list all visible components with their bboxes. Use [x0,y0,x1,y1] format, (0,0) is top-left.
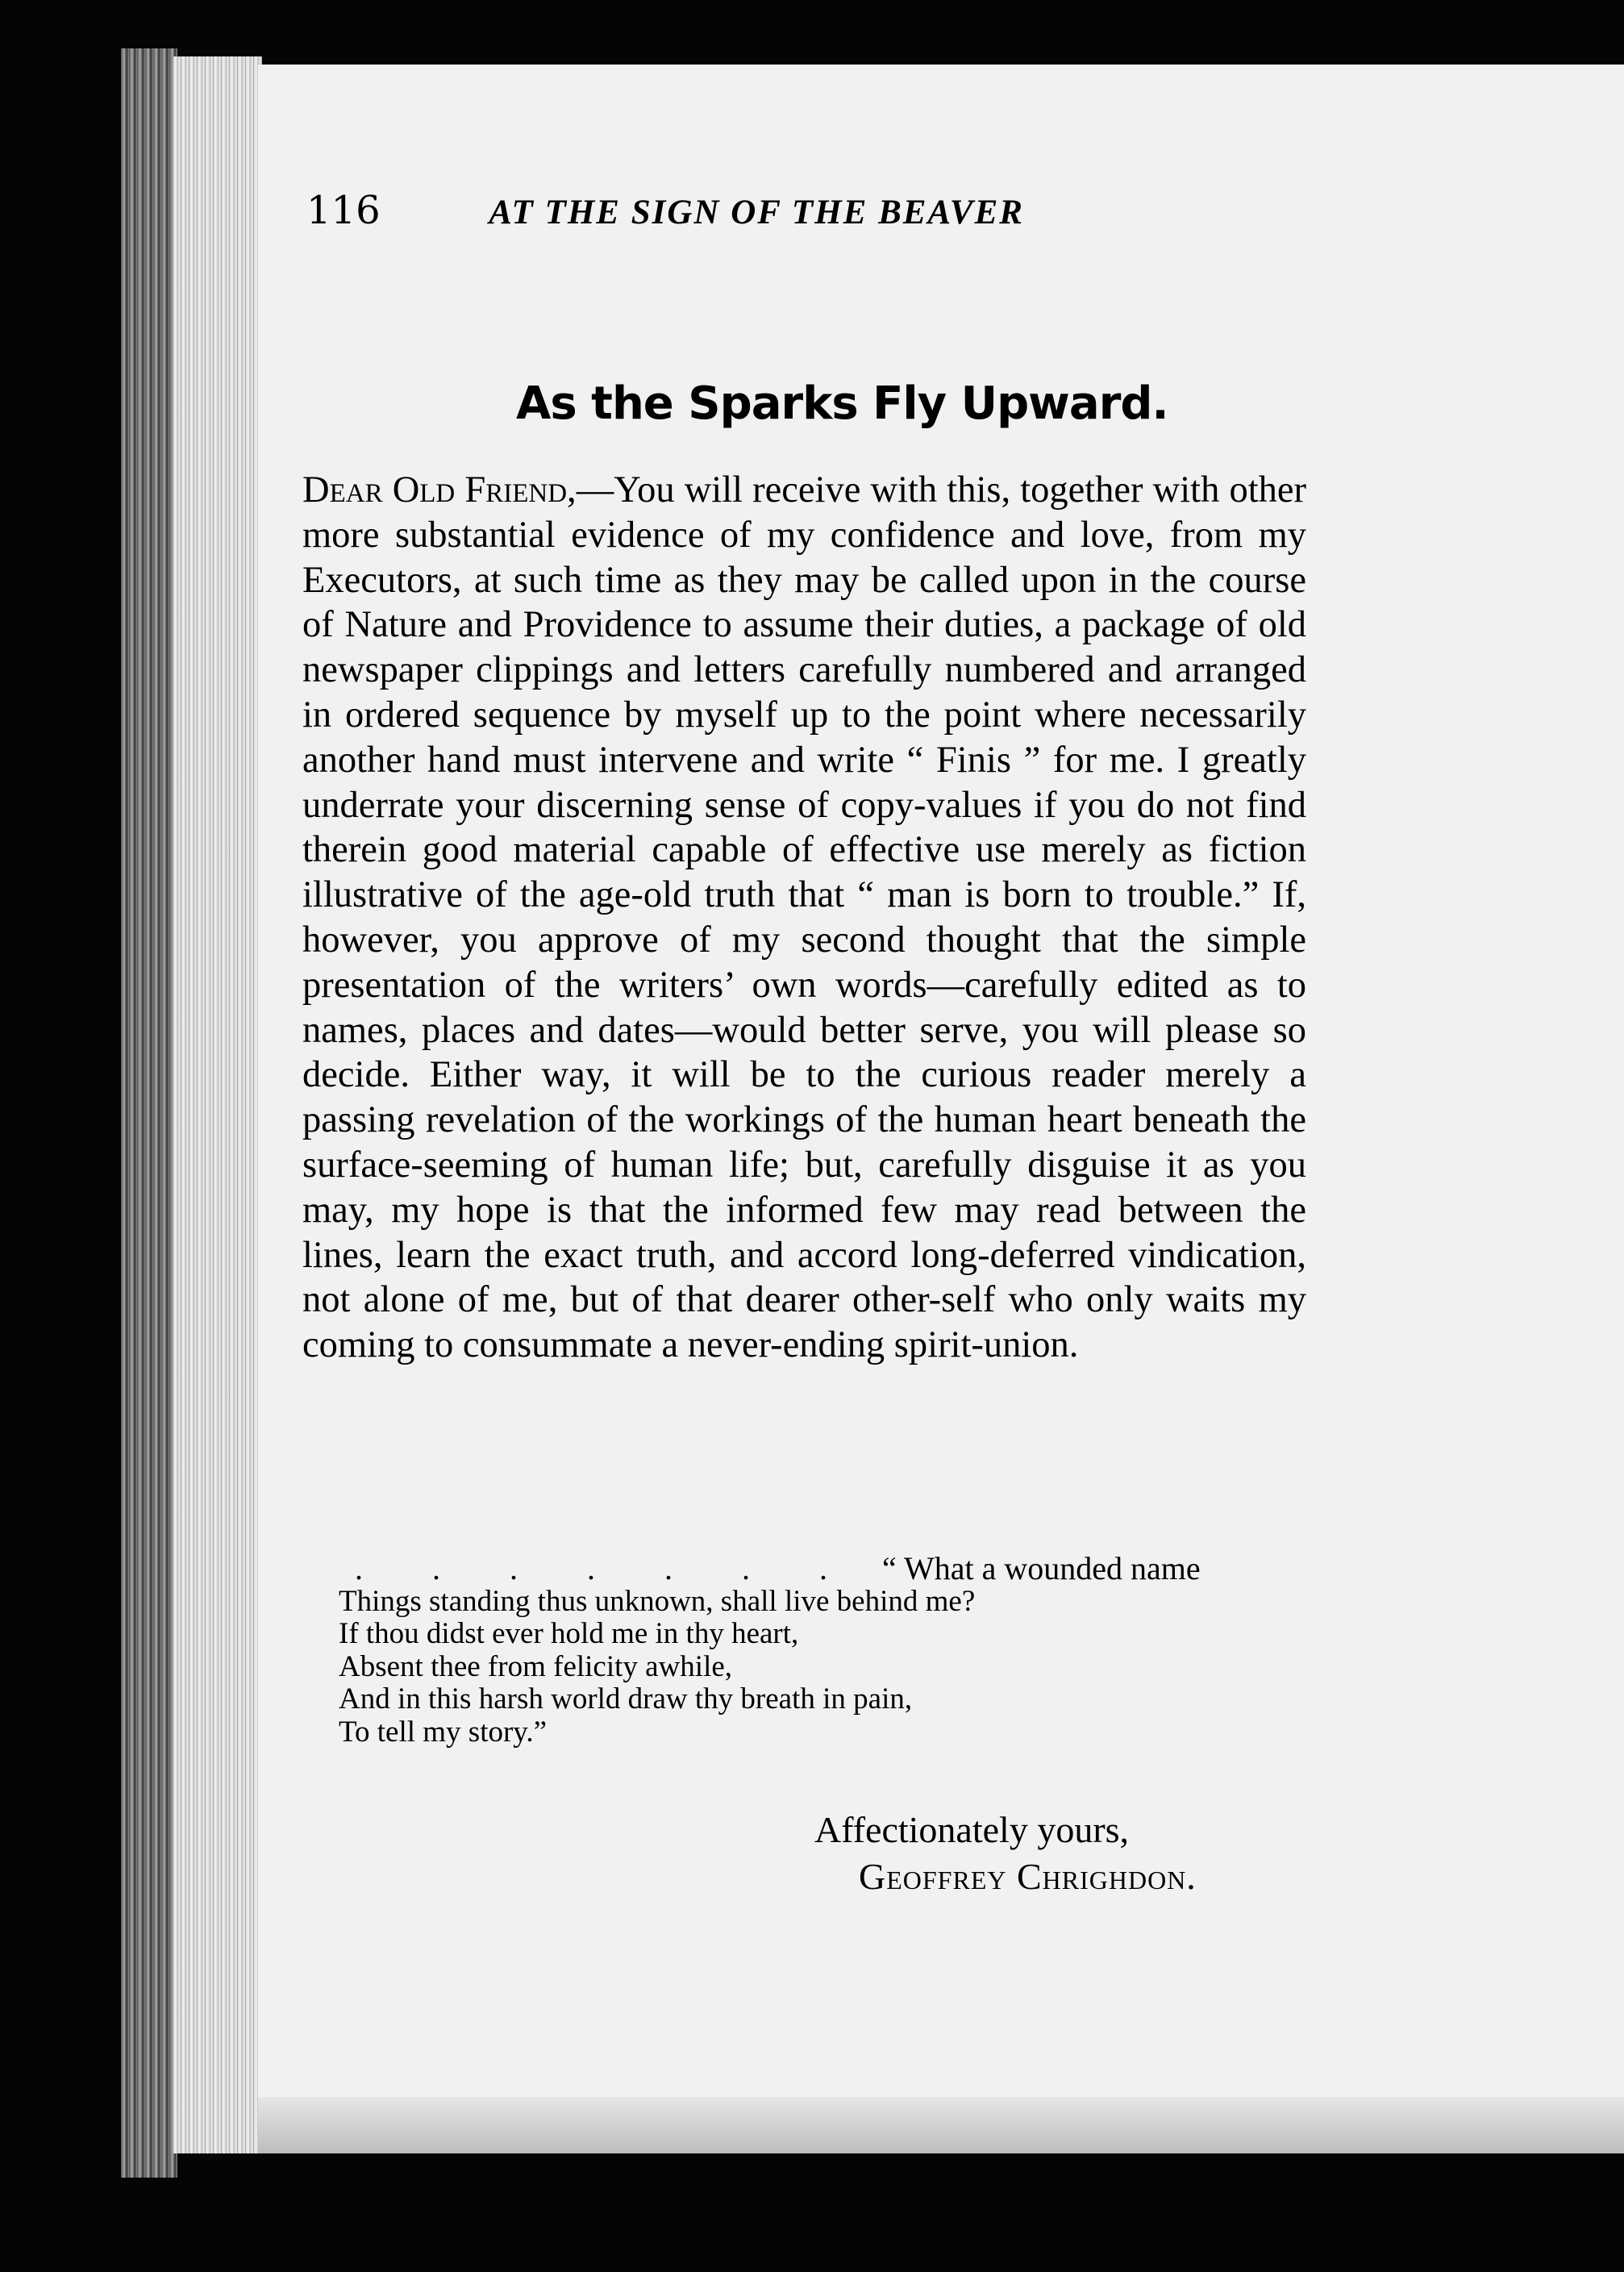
page-number: 116 [306,188,381,233]
verse-line: Absent thee from felicity awhile, [339,1649,733,1683]
chapter-heading: As the Sparks Fly Upward. [516,377,1168,430]
letter-body [302,468,1306,1368]
verse-line-text: “ What a wounded name [882,1550,1201,1586]
letter-closing: Affectionately yours, [814,1809,1130,1850]
verse-line: Things standing thus unknown, shall live behind me? [339,1584,976,1618]
verse-line: To tell my story.” [339,1715,548,1749]
letter-signature: Geoffrey Chrighdon. [859,1856,1197,1897]
book-spine-edge [121,48,177,2178]
quoted-verse [339,1550,1347,1749]
verse-line: If thou didst ever hold me in thy heart, [339,1617,799,1650]
verse-line [339,1550,1347,1586]
letter-salutation: Dear Old Friend, [302,469,577,511]
verse-ellipsis: . . . . . . . [355,1550,858,1586]
page-bottom-edge [258,2097,1624,2153]
book-title: AT THE SIGN OF THE BEAVER [489,194,1024,231]
page-edges [173,56,262,2153]
verse-line: And in this harsh world draw thy breath in pain, [339,1682,913,1715]
letter-text: —You will receive with this, together with other more substantial evidence of my confidence and love, from my Executors, at such time as they may be called upon in the course of Nature and Providence to assume their duties, a package of old newspaper clippings and letters carefully numbered and arranged in ordered sequence by myself up to the point where necessarily another hand must intervene and write “ Finis ” for me. I greatly underrate your discerning sense of copy-values if you do not find therein good material capable of effective use merely as fiction illustrative of the age-old truth that “ man is born to trouble.” If, however, you approve of my second thought that the simple presentation of the writers’ own words—carefully edited as to names, places and dates—would better serve, you will please so decide. Either way, it will be to the curious reader merely a passing revelation of the workings of the human heart beneath the surface-seeming of human life; but, carefully disguise it as you may, my hope is that the informed few may read between the lines, learn the exact truth, and accord long-deferred vindication, not alone of me, but of that dearer other-self who only waits my coming to consummate a never-ending spirit-union. [302,469,1306,1366]
running-head [306,188,1419,233]
